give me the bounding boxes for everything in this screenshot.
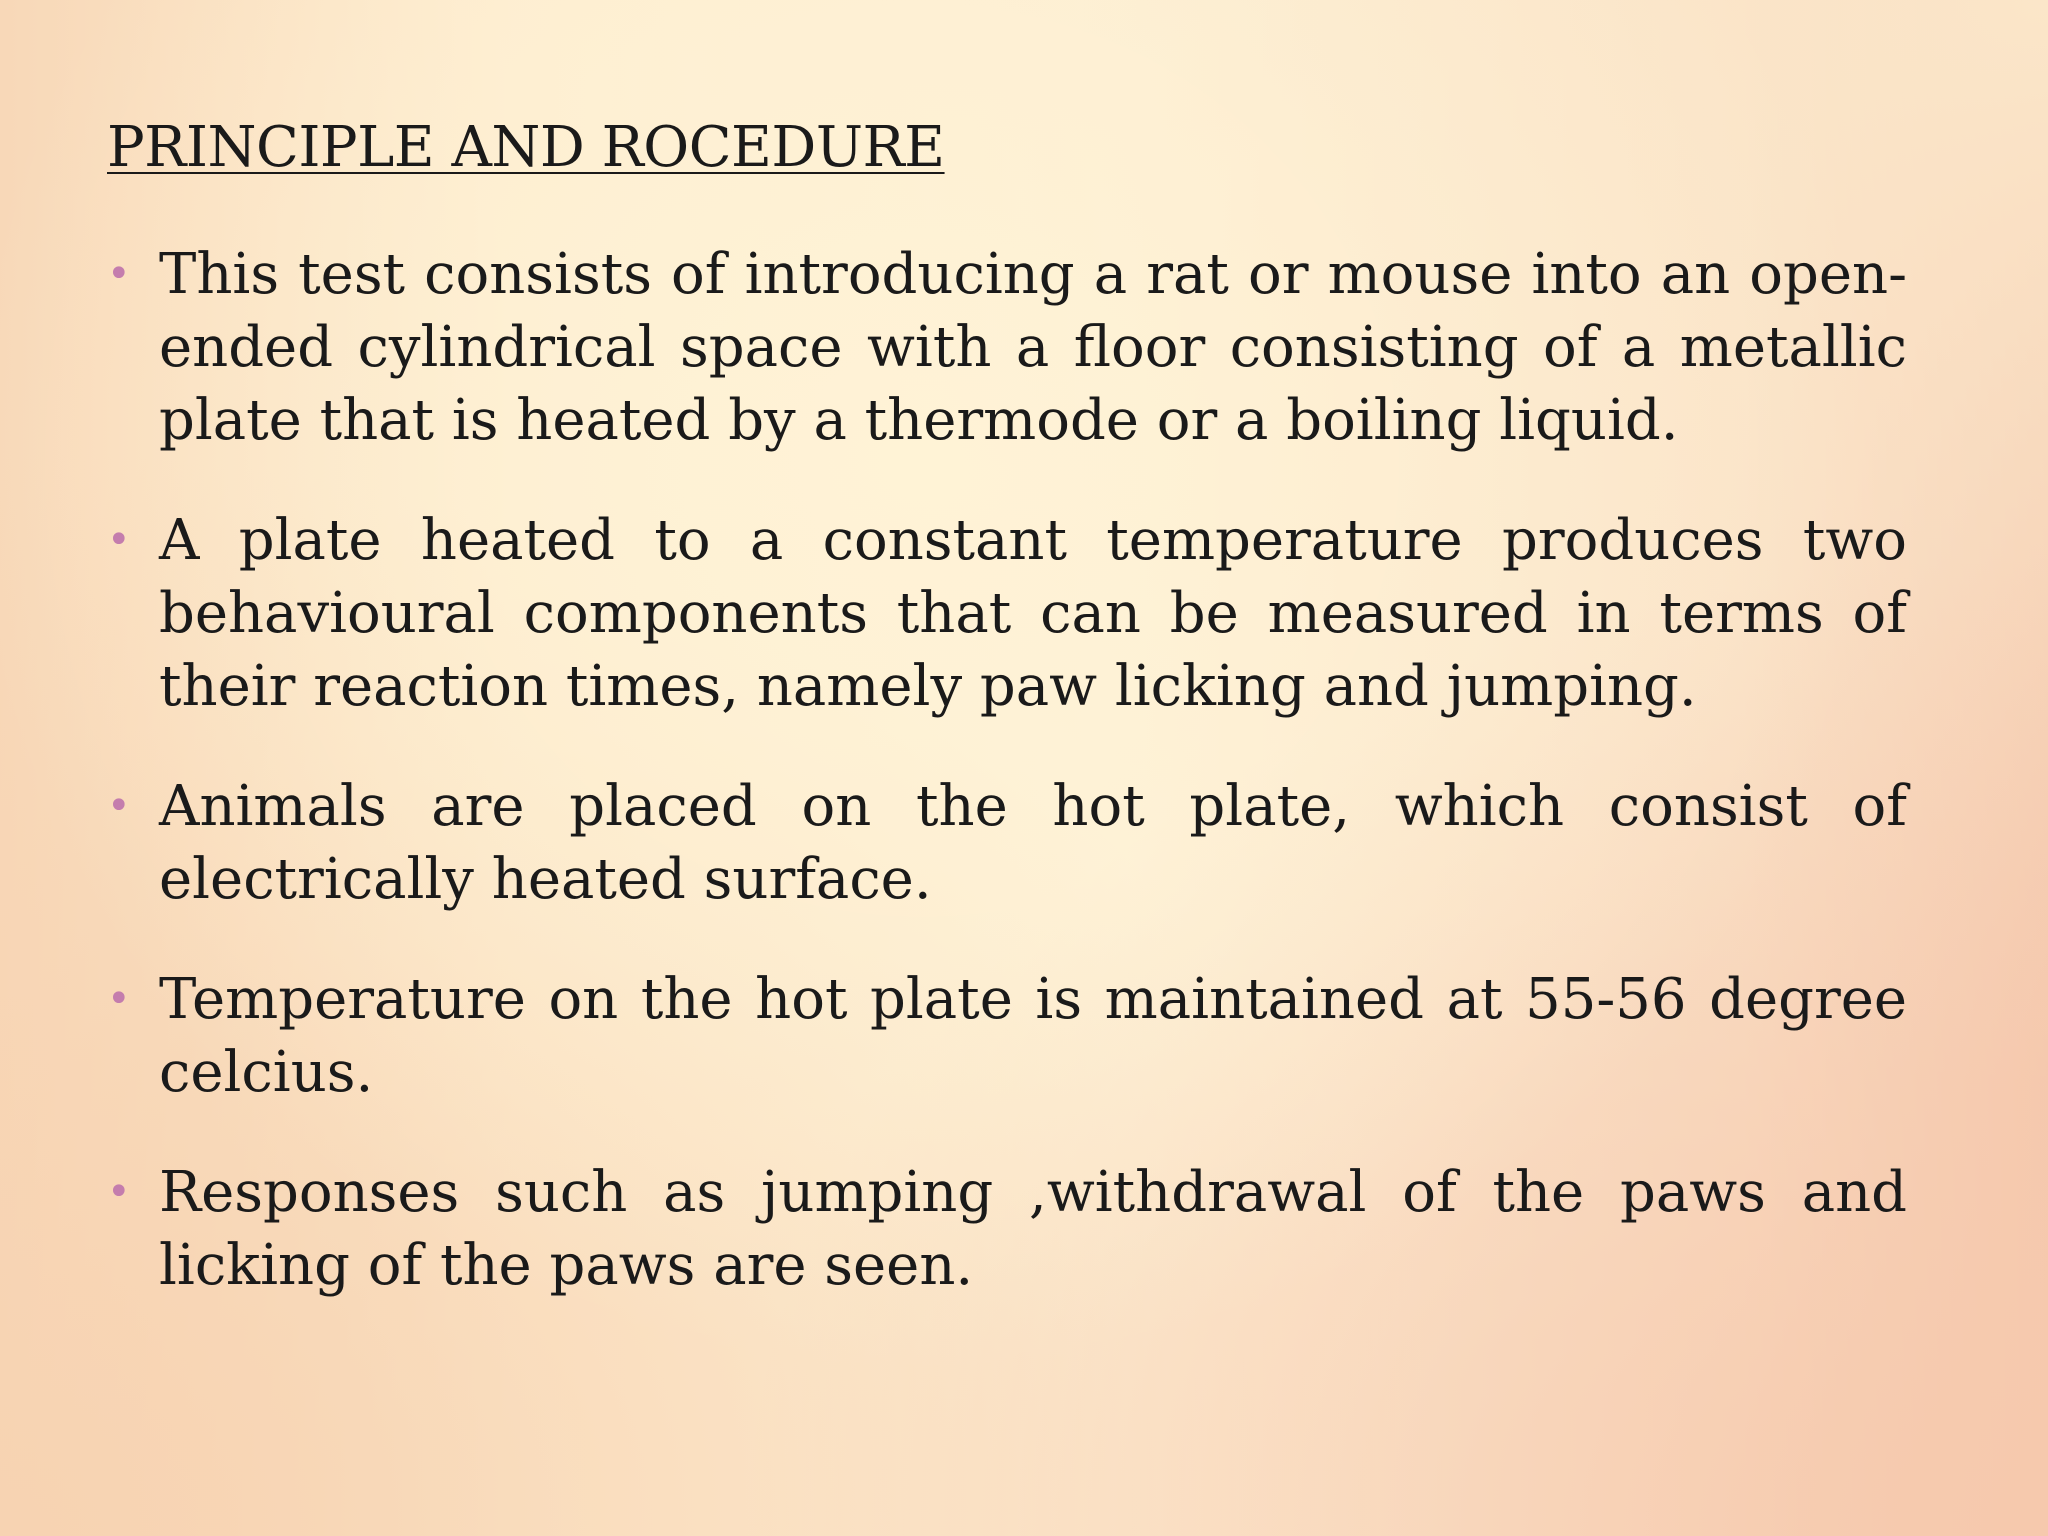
slide-title: PRINCIPLE AND ROCEDURE [107, 115, 945, 180]
bullet-item [107, 770, 1907, 916]
bullet-text: This test consists of introducing a rat or mouse into an open-ended cylindrical space with a floor consisting of a metallic plate that is heated by a thermode or a boiling liquid. [159, 242, 1907, 453]
bullet-dot-icon: • [107, 976, 131, 1022]
bullet-item [107, 1156, 1907, 1302]
bullet-dot-icon: • [107, 1169, 131, 1215]
bullet-item [107, 963, 1907, 1109]
bullet-text: A plate heated to a constant temperature produces two behavioural components that can be measured in terms of their reaction times, namely paw licking and jumping. [159, 508, 1907, 719]
bullet-item [107, 238, 1907, 457]
bullet-dot-icon: • [107, 517, 131, 563]
bullet-text: Animals are placed on the hot plate, which consist of electrically heated surface. [159, 774, 1907, 912]
bullet-list [107, 238, 1907, 1349]
bullet-item [107, 504, 1907, 723]
bullet-dot-icon: • [107, 251, 131, 297]
bullet-text: Temperature on the hot plate is maintained at 55-56 degree celcius. [159, 967, 1907, 1105]
bullet-text: Responses such as jumping ,withdrawal of the paws and licking of the paws are seen. [159, 1160, 1907, 1298]
bullet-dot-icon: • [107, 783, 131, 829]
